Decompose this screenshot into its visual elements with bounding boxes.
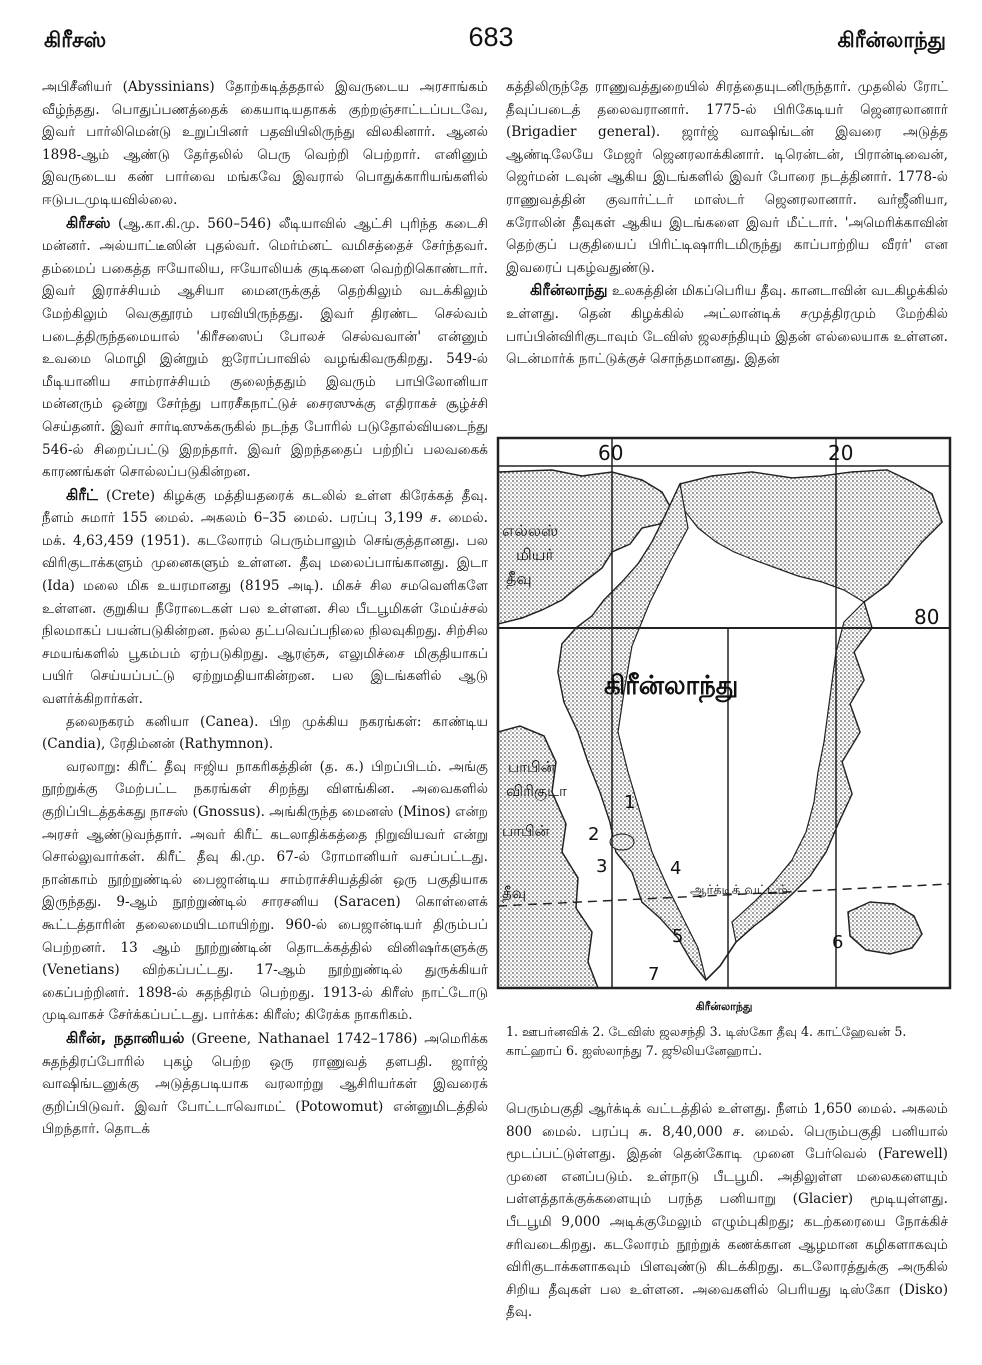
ellesmere-label-1: எல்லஸ் — [502, 521, 559, 540]
map-legend: 1. ஊபர்னவிக் 2. டேவிஸ் ஜலசந்தி 3. டிஸ்கோ தீவு 4. காட்ஹேவன் 5. காட்ஹாப் 6. ஐஸ்லாந்து 7. ஜூலியனேஹாப். — [506, 1024, 907, 1058]
ellesmere-label-2: மியர் — [516, 545, 554, 564]
map-marker-6: 6 — [832, 932, 844, 953]
headword-greene: கிரீன், நதானியல் — [66, 1028, 185, 1047]
entry-crete-text: (Crete) கிழக்கு மத்தியதரைக் கடலில் உள்ள கிரேக்கத் தீவு. நீளம் சுமார் 155 மைல். அகலம் 6–35 மைல். பரப்பு 3,199 ச. மைல். மக். 4,63,459 (1951). கடலோரம் பெரும்பாலும் செங்குத்தானது. பல விரிகுடாக்களும் முனைகளும் உள்ளன. தீவு மலைப்பாங்கானது. இடா (Ida) மலை மிக உயரமானது (8195 அடி). மிகச் சில சமவெளிகளே உள்ளன. குறுகிய நீரோடைகள் பல உள்ளன. சில பீடபூமிகள் மேய்ச்சல் நிலமாகப் பயன்படுகின்றன. நல்ல தட்பவெப்பநிலை நிலவுகிறது. சிற்சில சமயங்களில் பூகம்பம் ஏற்படுகிறது. ஆரஞ்சு, எலுமிச்சை மிகுதியாகப் பயிர் செய்யப்பட்டு ஏற்றுமதியாகின்றன. பல இடங்களில் ஆடு வளர்க்கிறார்கள். — [42, 487, 488, 708]
map-marker-1: 1 — [624, 792, 636, 813]
baffin-island-label-1: பாபின் — [502, 822, 550, 840]
entry-greene-text: (Greene, Nathanael 1742–1786) அமெரிக்க சுதந்திரப்போரில் புகழ் பெற்ற ஒரு ராணுவத் தளபதி. ஜார்ஜ் வாஷிங்டனுக்கு அடுத்தபடியாக வரலாற்று ஆசிரியர்கள் இவரைக் குறிப்பிடுவர். இவர் போட்டாவொமட் (Potowomut) என்னுமிடத்தில் பிறந்தார். தொடக் — [42, 1030, 489, 1138]
map-marker-7: 7 — [648, 964, 660, 985]
ellesmere-label-3: தீவு — [506, 569, 532, 588]
crete-capital-paragraph: தலைநகரம் கனியா (Canea). பிற முக்கிய நகரங்கள்: காண்டிய (Candia), ரேதிம்னன் (Rathymnon). — [42, 713, 488, 753]
map-marker-2: 2 — [588, 824, 600, 845]
headword-greenland: கிரீன்லாந்து — [530, 281, 608, 300]
arctic-circle-label: ஆர்க்டிக் வட்டம் — [690, 883, 788, 898]
longitude-20-label: 20 — [828, 441, 854, 465]
map-marker-5: 5 — [672, 926, 684, 947]
map-marker-3: 3 — [596, 856, 608, 877]
greenland-continued: பெரும்பகுதி ஆர்க்டிக் வட்டத்தில் உள்ளது. நீளம் 1,650 மைல். அகலம் 800 மைல். பரப்பு சு. 8,40,000 ச. மைல். பெரும்பகுதி பனியால் மூடப்பட்டுள்ளது. இதன் தென்கோடி முனை பேர்வெல் (Farewell) முனை எனப்படும். உள்நாடு பீடபூமி. அதிலுள்ள மலைகளையும் பள்ளத்தாக்குக்களையும் பரந்த பனியாறு (Glacier) மூடியுள்ளது. பீடபூமி 9,000 அடிக்குமேலும் எழும்புகிறது; கடற்கரையை நோக்கிச் சரிவடைகிறது. கடலோரம் நூற்றுக் கணக்கான ஆழமான கழிகளாகவும் விரிகுடாக்களாகவும் பிளவுண்டு கிடக்கிறது. கடலோரத்துக்கு அருகில் சிறிய தீவுகள் பல உள்ளன. அவைகளில் பெரியது டிஸ்கோ (Disko) தீவு. — [506, 1101, 948, 1321]
running-head-right: கிரீன்லாந்து — [837, 28, 946, 52]
right-column-top — [506, 76, 948, 371]
running-head-left: கிரீசஸ் — [44, 28, 107, 52]
headword-crete: கிரீட் — [66, 485, 98, 504]
latitude-80-label: 80 — [914, 605, 940, 629]
baffin-bay-label-2: விரிகுடா — [506, 782, 567, 800]
entry-croesus — [42, 212, 488, 484]
entry-croesus-text: (ஆ.கா.கி.மு. 560–546) லீடியாவில் ஆட்சி புரிந்த கடைசி மன்னர். அல்யாட்டீஸின் புதல்வர். மெர்ம்னட் வமிசத்தைச் சேர்ந்தவர். தம்மைப் பகைத்த ஈயோலிய, ஈயோலியக் குடிகளை வெற்றிகொண்டார். இவர் இராச்சியம் ஆசியா மைனருக்குத் தெற்கிலும் வடக்கிலும் மேற்கிலும் வெகுதூரம் பரவியிருந்தது. இவர் திரண்ட செல்வம் படைத்திருந்தமையால் 'கிரீசஸைப் போலச் செல்வவான்' என்னும் உவமை மொழி இன்றும் ஐரோப்பாவில் வழங்கிவருகிறது. 549-ல் மீடியானிய சாம்ராச்சியம் குலைந்ததும் இவரும் பாபிலோனியா மன்னரும் ஒன்று சேர்ந்து பாரசீகநாட்டுச் சைரஸுக்கு எதிராகச் சூழ்ச்சி செய்தனர். இவர் சார்டிஸுக்கருகில் நடந்த போரில் படுதோல்வியடைந்து 546-ல் சிறைப்பட்டு இறந்தார். இவர் இறந்ததைப் பற்றிப் பலவகைக் காரணங்கள் சொல்லப்படுகின்றன. — [42, 215, 488, 481]
entry-greenland — [506, 279, 948, 370]
paragraph-continued-greene: கத்திலிருந்தே ராணுவத்துறையில் சிரத்தையுடனிருந்தார். முதலில் ரோட் தீவுப்படைத் தலைவரானார். 1775-ல் பிரிகேடியர் ஜெனரலானார் (Brigadier general). ஜார்ஜ் வாஷிங்டன் இவரை அடுத்த ஆண்டிலேயே மேஜர் ஜெனரலாக்கினார். டிரென்டன், பிரான்டிவைன், ஜெர்மன் டவுன் ஆகிய இடங்களில் இவர் போரை நடத்தினார். 1778-ல் ராணுவத்தின் குவார்ட்டர் மாஸ்டர் ஜெனரலானார். வர்ஜீனியா, கரோலின் தீவுகள் ஆகிய இடங்களை இவர் மீட்டார். 'அமெரிக்காவின் தெற்குப் பகுதியைப் பிரிட்டிஷாரிடமிருந்து காப்பாற்றிய வீரர்' என இவரைப் புகழ்வதுண்டு. — [506, 79, 948, 276]
disko-island — [610, 834, 634, 850]
baffin-island-label-2: தீவு — [502, 884, 527, 902]
entry-greene — [42, 1027, 488, 1141]
baffin-bay-label-1: பாபின் — [508, 758, 556, 776]
map-title-greenland: கிரீன்லாந்து — [604, 671, 739, 701]
page-header — [0, 22, 982, 62]
entry-crete — [42, 484, 488, 711]
map-caption: கிரீன்லாந்து — [695, 1000, 753, 1013]
headword-croesus: கிரீசஸ் — [66, 213, 111, 232]
crete-history-paragraph: வரலாறு: கிரீட் தீவு ஈஜிய நாகரிகத்தின் (த. க.) பிறப்பிடம். அங்கு நூற்றுக்கு மேற்பட்ட நகரங்கள் சிறந்து விளங்கின. அவைகளில் குறிப்பிடத்தக்கது நாசஸ் (Gnossus). அங்கிருந்த மைனஸ் (Minos) என்ற அரசர் ஆண்டுவந்தார். அவர் கிரீட் கடலாதிக்கத்தை நிறுவியவர் என்று சொல்லுவார்கள். கிரீட் தீவு கி.மு. 67-ல் ரோமானியர் வசப்பட்டது. நான்காம் நூற்றுண்டில் பைஜான்டிய சாம்ராச்சியத்தின் ஒரு பகுதியாக இருந்தது. 9-ஆம் நூற்றுண்டில் சாரசனிய (Saracen) கொள்ளைக் கூட்டத்தாரின் தலைமையிடமாயிற்று. 960-ல் பைஜான்டியர் திரும்பப் பெற்றனர். 13 ஆம் நூற்றுண்டின் தொடக்கத்தில் வினிஷர்களுக்கு (Venetians) விற்கப்பட்டது. 17-ஆம் நூற்றுண்டில் துருக்கியர் கைப்பற்றினர். 1898-ல் சுதந்திரம் பெற்றது. 1913-ல் கிரீஸ் நாட்டோடு முடிவாகச் சேர்க்கப்பட்டது. பார்க்க: கிரீஸ்; கிரேக்க நாகரிகம். — [42, 758, 488, 1024]
paragraph-continued: அபிசீனியர் (Abyssinians) தோற்கடித்ததால் இவருடைய அரசாங்கம் வீழ்ந்தது. பொதுப்பணத்தைக் கையாடியதாகக் குற்றஞ்சாட்டப்படவே, இவர் பார்லிமென்டு உறுப்பினர் பதவியிலிருந்து விலகினார். ஆனல் 1898-ஆம் ஆண்டு தேர்தலில் பெரு வெற்றி பெற்றார். எனினும் இவருடைய கண் பார்வை மங்கவே இவரால் பொதுக்காரியங்களில் ஈடுபடமுடியவில்லை. — [42, 79, 488, 208]
map-marker-4: 4 — [670, 858, 682, 879]
page-number: 683 — [468, 22, 514, 52]
greenland-map — [492, 432, 956, 992]
right-column-bottom — [506, 1098, 948, 1324]
map-figure — [492, 432, 956, 992]
longitude-60-label: 60 — [598, 441, 624, 465]
entry-greenland-text: உலகத்தின் மிகப்பெரிய தீவு. கானடாவின் வடகிழக்கில் உள்ளது. தென் கிழக்கில் அட்லான்டிக் சமுத்திரமும் மேற்கில் பாப்பின்விரிகுடாவும் டேவிஸ் ஜலசந்தியும் இதன் எல்லையாக உள்ளன. டென்மார்க் நாட்டுக்குச் சொந்தமானது. இதன் — [506, 283, 948, 368]
left-column — [42, 76, 488, 1141]
